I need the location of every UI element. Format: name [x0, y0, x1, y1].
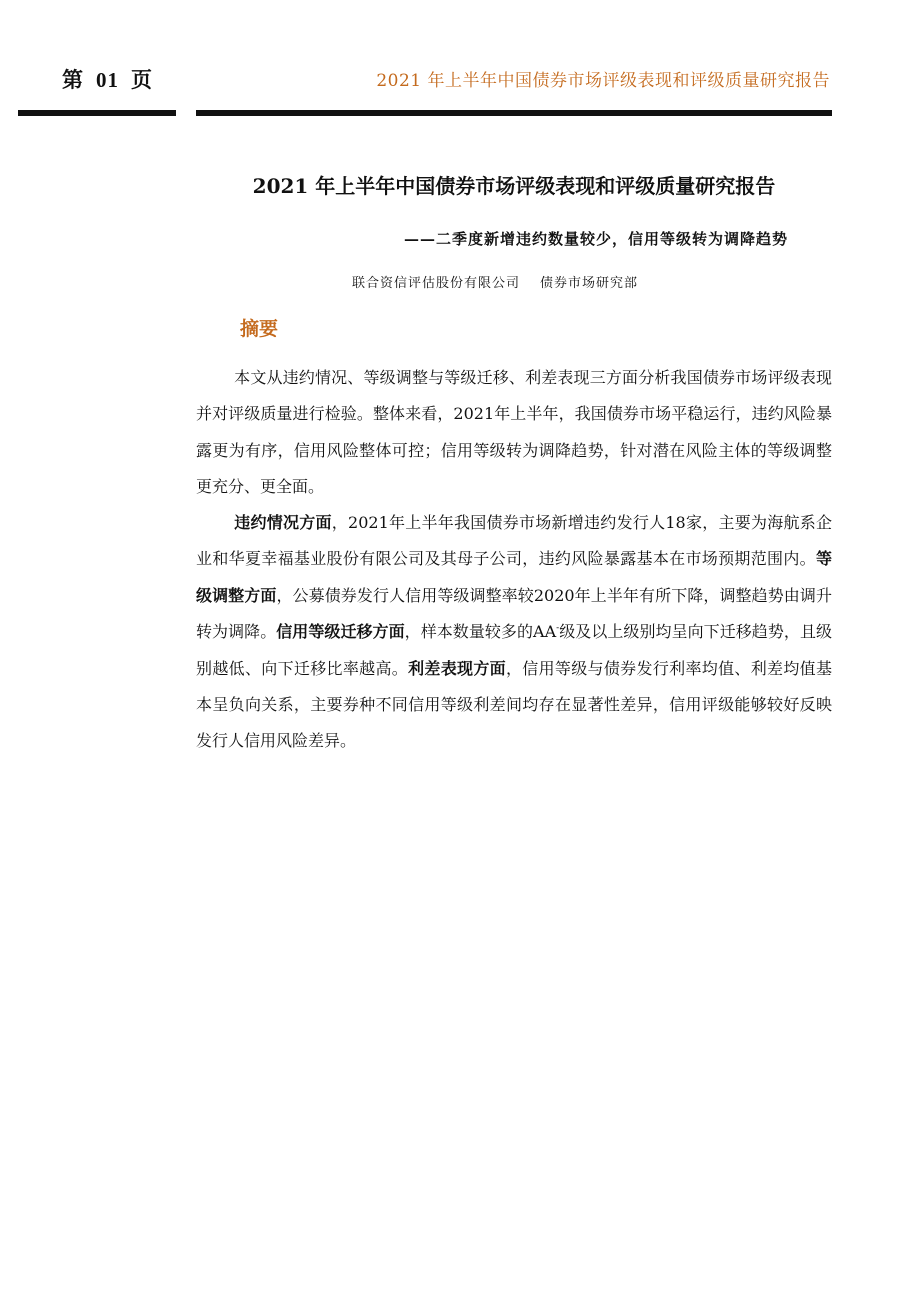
abstract-heading: 摘要	[240, 318, 279, 340]
rating-adjustment-label: 等级调整方面	[196, 549, 832, 605]
spread-section-text: ，信用等级与债券发行利率均值、利差均值基本呈负向关系，主要券种不同信用等级利差间均存在显著性差异，信用评级能够较好反映发行人信用风险差异。	[196, 658, 832, 751]
rating-migration-text-a: ，样本数量较多的AA	[404, 622, 557, 642]
rating-migration-text-b: 级及以上级别均呈向下迁移趋势，且级别越低、向下迁移比率越高。	[196, 622, 832, 678]
default-section-text: ，2021年上半年我国债券市场新增违约发行人18家，主要为海航系企业和华夏幸福基业股份有限公司及其母子公司，违约风险暴露基本在市场预期范围内。	[196, 513, 832, 569]
rating-adjustment-text: ，公募债券发行人信用等级调整率较2020年上半年有所下降，调整趋势由调升转为调降。	[196, 585, 832, 642]
rating-minus-superscript: -	[556, 623, 560, 634]
spread-section-label: 利差表现方面	[408, 658, 506, 678]
abstract-paragraph-1	[196, 360, 832, 506]
department-name: 债券市场研究部	[540, 276, 639, 291]
page-number-label	[62, 64, 153, 94]
abstract-paragraph-2	[196, 505, 832, 760]
document-title: 2021 年上半年中国债券市场评级表现和评级质量研究报告	[252, 174, 776, 198]
page-label-suffix: 页	[131, 67, 153, 92]
rating-migration-label: 信用等级迁移方面	[276, 622, 405, 642]
page-number: 01	[96, 68, 119, 92]
organization-name: 联合资信评估股份有限公司	[352, 276, 521, 291]
author-line	[352, 272, 638, 291]
default-section-label: 违约情况方面	[234, 513, 332, 532]
document-subtitle: ——二季度新增违约数量较少，信用等级转为调降趋势	[403, 230, 788, 248]
abstract-paragraph-1-text: 本文从违约情况、等级调整与等级迁移、利差表现三方面分析我国债券市场评级表现并对评级质量进行检验。整体来看，2021年上半年，我国债券市场平稳运行，违约风险暴露更为有序，信用风险整体可控；信用等级转为调降趋势，针对潜在风险主体的等级调整更充分、更全面。	[196, 368, 832, 497]
header-rule-right	[196, 110, 832, 116]
header-rule-left	[18, 110, 176, 116]
page-label-prefix: 第	[62, 67, 84, 92]
running-header-title: 2021 年上半年中国债券市场评级表现和评级质量研究报告	[376, 71, 830, 91]
